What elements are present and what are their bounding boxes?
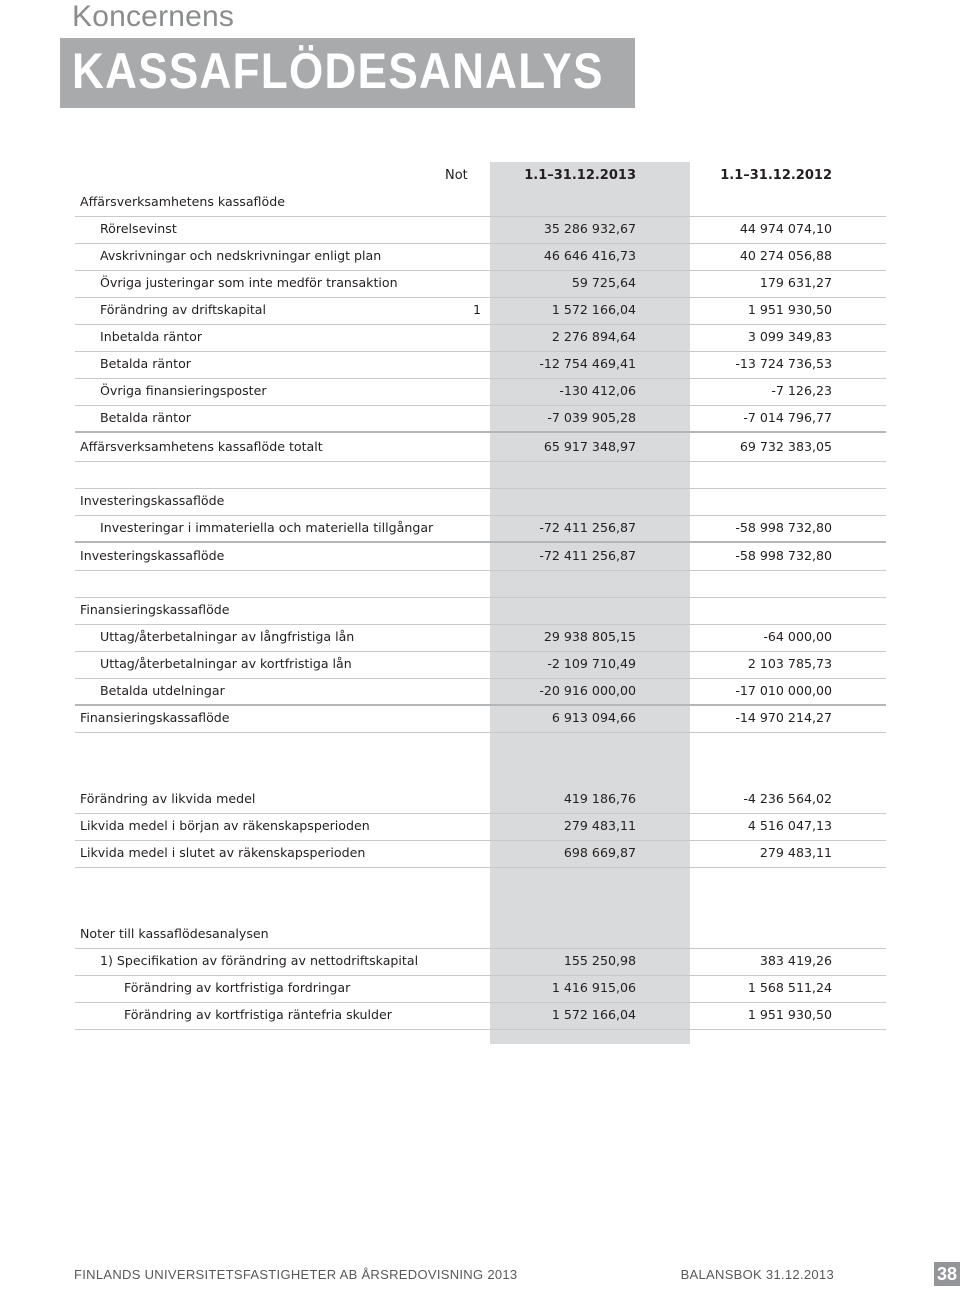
row-value-2012: -7 126,23: [771, 383, 832, 398]
row-value-2012: 383 419,26: [759, 953, 832, 968]
table-row: [0, 435, 960, 462]
row-value-2012: -58 998 732,80: [735, 548, 832, 563]
table-row: [0, 516, 960, 543]
table-row: [0, 190, 960, 217]
footer-section: BALANSBOK 31.12.2013: [680, 1267, 834, 1282]
row-value-2012: 44 974 074,10: [739, 221, 832, 236]
row-label: Avskrivningar och nedskrivningar enligt plan: [100, 248, 382, 263]
table-row: [0, 406, 960, 433]
row-label: Förändring av kortfristiga fordringar: [124, 980, 351, 995]
table-row: [0, 379, 960, 406]
row-label: 1) Specifikation av förändring av nettodriftskapital: [100, 953, 419, 968]
table-row: [0, 271, 960, 298]
row-value-2013: -20 916 000,00: [539, 683, 636, 698]
row-divider: [75, 541, 886, 543]
table-row: [0, 841, 960, 868]
table-row: [0, 598, 960, 625]
row-label: Likvida medel i början av räkenskapsperioden: [80, 818, 370, 833]
row-divider: [75, 431, 886, 433]
table-row: [0, 787, 960, 814]
row-label: Förändring av driftskapital: [100, 302, 267, 317]
table-row: [0, 352, 960, 379]
footer-company: FINLANDS UNIVERSITETSFASTIGHETER AB ÅRSREDOVISNING 2013: [74, 1267, 518, 1282]
table-row: [0, 462, 960, 489]
table-row: [0, 217, 960, 244]
row-note: 1: [473, 302, 482, 317]
table-row: [0, 1003, 960, 1030]
row-label: Investeringskassaflöde: [80, 493, 225, 508]
page-title: KASSAFLÖDESANALYS: [72, 43, 604, 99]
row-value-2013: 35 286 932,67: [543, 221, 636, 236]
table-row: [0, 679, 960, 706]
row-value-2013: 29 938 805,15: [543, 629, 636, 644]
table-row: [0, 976, 960, 1003]
column-header-2012: 1.1–31.12.2012: [720, 168, 832, 183]
row-label: Betalda utdelningar: [100, 683, 225, 698]
row-label: Uttag/återbetalningar av kortfristiga lån: [100, 656, 352, 671]
row-value-2012: -7 014 796,77: [743, 410, 832, 425]
row-value-2013: -7 039 905,28: [547, 410, 636, 425]
row-label: Investeringskassaflöde: [80, 548, 225, 563]
row-value-2013: 1 572 166,04: [551, 302, 636, 317]
row-value-2012: 179 631,27: [759, 275, 832, 290]
table-row: [0, 244, 960, 271]
row-value-2012: -13 724 736,53: [735, 356, 832, 371]
row-value-2012: 1 568 511,24: [747, 980, 832, 995]
row-value-2012: 3 099 349,83: [747, 329, 832, 344]
row-label: Noter till kassaflödesanalysen: [80, 926, 269, 941]
table-row: [0, 652, 960, 679]
table-row: [0, 814, 960, 841]
row-value-2013: 1 416 915,06: [551, 980, 636, 995]
table-row: [0, 544, 960, 571]
row-label: Likvida medel i slutet av räkenskapsperioden: [80, 845, 366, 860]
table-row: [0, 298, 960, 325]
table-row: [0, 489, 960, 516]
table-row: [0, 625, 960, 652]
row-value-2012: 279 483,11: [759, 845, 832, 860]
row-value-2013: 1 572 166,04: [551, 1007, 636, 1022]
row-value-2012: 1 951 930,50: [747, 302, 832, 317]
row-value-2013: -72 411 256,87: [539, 520, 636, 535]
page-number: 38: [934, 1262, 960, 1286]
row-label: Betalda räntor: [100, 356, 191, 371]
row-value-2012: 2 103 785,73: [747, 656, 832, 671]
row-value-2012: -4 236 564,02: [743, 791, 832, 806]
row-value-2012: -17 010 000,00: [735, 683, 832, 698]
row-value-2013: 59 725,64: [571, 275, 636, 290]
row-label: Affärsverksamhetens kassaflöde totalt: [80, 439, 323, 454]
row-value-2013: 6 913 094,66: [551, 710, 636, 725]
row-value-2013: -2 109 710,49: [547, 656, 636, 671]
row-value-2012: 4 516 047,13: [747, 818, 832, 833]
table-row: [0, 706, 960, 733]
row-value-2012: 69 732 383,05: [739, 439, 832, 454]
row-label: Affärsverksamhetens kassaflöde: [80, 194, 285, 209]
row-label: Rörelsevinst: [100, 221, 177, 236]
row-divider: [75, 867, 886, 868]
row-value-2012: -58 998 732,80: [735, 520, 832, 535]
row-label: Förändring av likvida medel: [80, 791, 256, 806]
row-label: Förändring av kortfristiga räntefria skulder: [124, 1007, 392, 1022]
row-value-2013: -12 754 469,41: [539, 356, 636, 371]
row-value-2012: -14 970 214,27: [735, 710, 832, 725]
note-column-header: Not: [445, 168, 468, 183]
row-value-2012: -64 000,00: [763, 629, 832, 644]
row-label: Finansieringskassaflöde: [80, 710, 230, 725]
row-label: Investeringar i immateriella och materiella tillgångar: [100, 520, 434, 535]
row-value-2013: 698 669,87: [563, 845, 636, 860]
row-label: Övriga justeringar som inte medför transaktion: [100, 275, 398, 290]
row-value-2012: 40 274 056,88: [739, 248, 832, 263]
table-row: [0, 922, 960, 949]
row-value-2012: 1 951 930,50: [747, 1007, 832, 1022]
row-label: Finansieringskassaflöde: [80, 602, 230, 617]
row-label: Betalda räntor: [100, 410, 191, 425]
table-row: [0, 949, 960, 976]
column-header-2013: 1.1–31.12.2013: [524, 168, 636, 183]
table-row: [0, 571, 960, 598]
row-label: Inbetalda räntor: [100, 329, 203, 344]
row-value-2013: 155 250,98: [563, 953, 636, 968]
row-label: Övriga finansieringsposter: [100, 383, 267, 398]
table-row: [0, 325, 960, 352]
page-kicker: Koncernens: [72, 0, 235, 33]
row-value-2013: 46 646 416,73: [543, 248, 636, 263]
row-value-2013: 419 186,76: [563, 791, 636, 806]
row-label: Uttag/återbetalningar av långfristiga lån: [100, 629, 355, 644]
row-value-2013: 65 917 348,97: [543, 439, 636, 454]
row-divider: [75, 1029, 886, 1030]
row-value-2013: -72 411 256,87: [539, 548, 636, 563]
row-divider: [75, 732, 886, 733]
row-value-2013: -130 412,06: [559, 383, 636, 398]
row-value-2013: 2 276 894,64: [551, 329, 636, 344]
row-value-2013: 279 483,11: [563, 818, 636, 833]
